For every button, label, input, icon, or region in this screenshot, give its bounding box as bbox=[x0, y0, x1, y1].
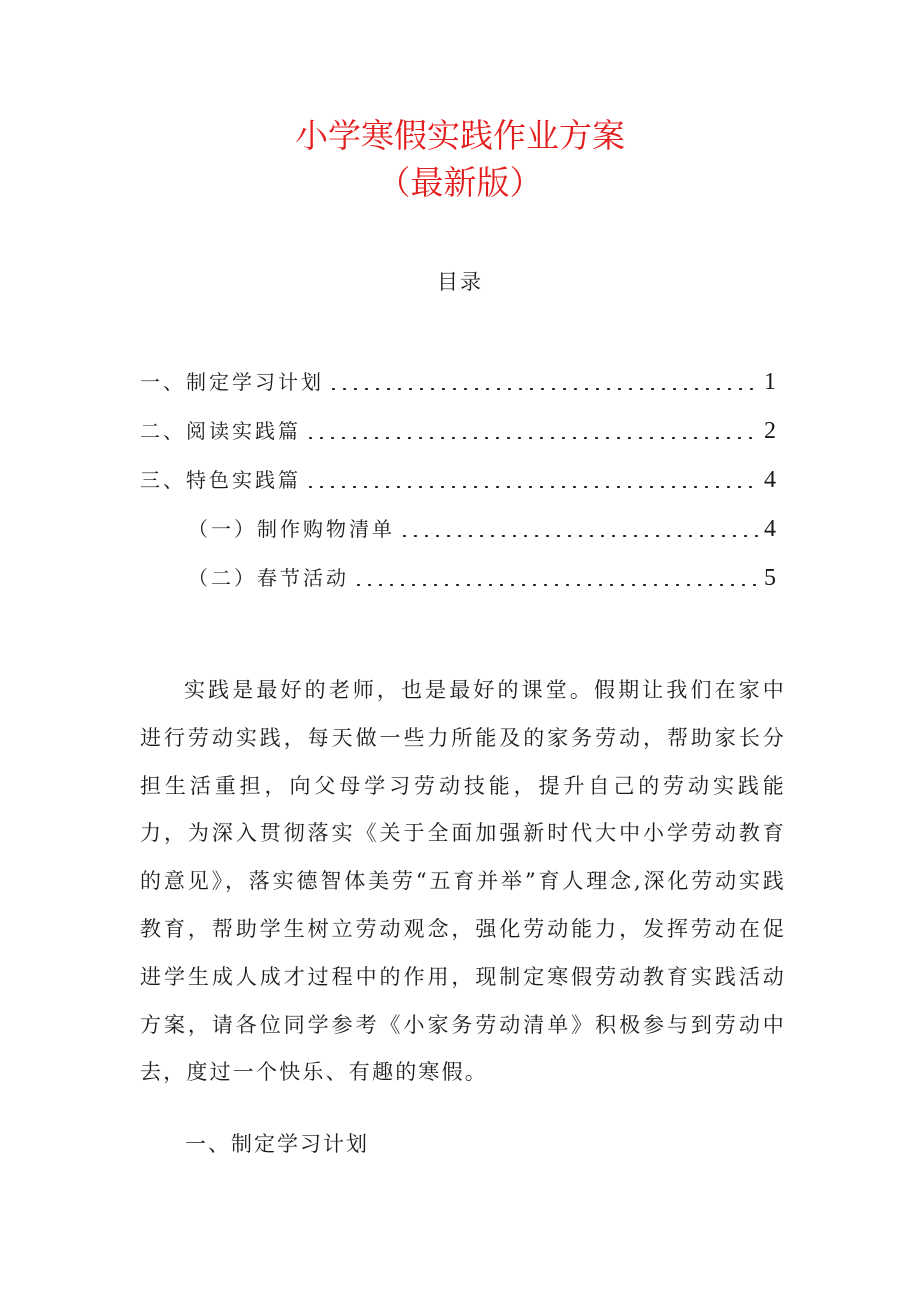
toc-subentry[interactable] bbox=[188, 513, 776, 543]
toc-heading: 目录 bbox=[437, 270, 483, 294]
toc-leader-dots bbox=[328, 388, 760, 390]
toc-subentry[interactable] bbox=[188, 562, 776, 592]
toc-entry-label: 三、特色实践篇 bbox=[140, 468, 301, 492]
toc-entry-label: （二）春节活动 bbox=[188, 566, 349, 590]
toc-entry-label: （一）制作购物清单 bbox=[188, 517, 395, 541]
toc-leader-dots bbox=[353, 584, 760, 586]
toc-entry[interactable] bbox=[140, 366, 776, 396]
toc-entry-page: 2 bbox=[764, 418, 776, 444]
document-title: 小学寒假实践作业方案 bbox=[295, 116, 625, 155]
document-subtitle: （最新版） bbox=[377, 163, 543, 202]
intro-paragraph: 实践是最好的老师，也是最好的课堂。假期让我们在家中进行劳动实践，每天做一些力所能及的家务劳动，帮助家长分担生活重担，向父母学习劳动技能，提升自己的劳动实践能力，为深入贯彻落实《关于全面加强新时代大中小学劳动教育的意见》，落实德智体美劳“五育并举”育人理念,深化劳动实践教育，帮助学生树立劳动观念，强化劳动能力，发挥劳动在促进学生成人成才过程中的作用，现制定寒假劳动教育实践活动方案，请各位同学参考《小家务劳动清单》积极参与到劳动中去，度过一个快乐、有趣的寒假。 bbox=[140, 678, 786, 1085]
section-heading: 一、制定学习计划 bbox=[185, 1132, 369, 1156]
toc-leader-dots bbox=[305, 437, 760, 439]
toc-entry-page: 4 bbox=[764, 467, 776, 493]
toc-entry-page: 1 bbox=[764, 369, 776, 395]
toc-entry-label: 一、制定学习计划 bbox=[140, 370, 324, 394]
toc-entry-page: 5 bbox=[764, 565, 776, 591]
toc-leader-dots bbox=[305, 486, 760, 488]
toc-entry[interactable] bbox=[140, 415, 776, 445]
toc-entry-page: 4 bbox=[764, 516, 776, 542]
toc-entry[interactable] bbox=[140, 464, 776, 494]
toc-leader-dots bbox=[399, 535, 760, 537]
toc-entry-label: 二、阅读实践篇 bbox=[140, 419, 301, 443]
